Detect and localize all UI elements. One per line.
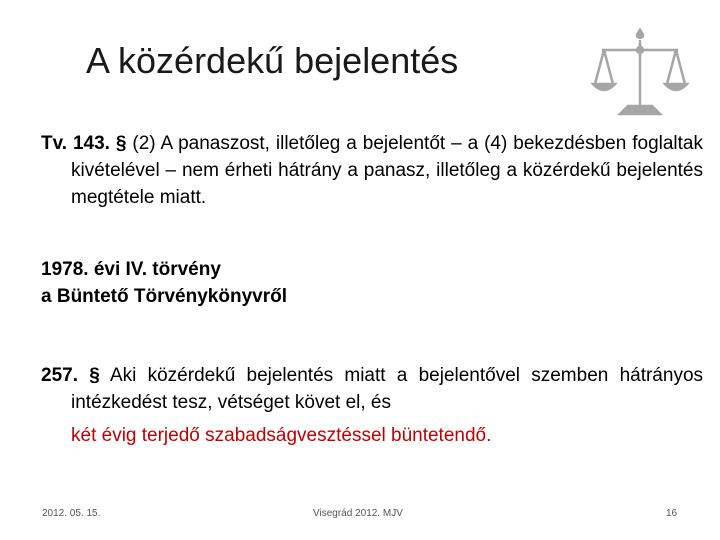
law-reference-line1: 1978. évi IV. törvény: [41, 259, 221, 280]
law-reference: [41, 256, 673, 310]
footer-date: 2012. 05. 15.: [42, 508, 101, 519]
penalty-text: két évig terjedő szabadságvesztéssel büntetendő.: [71, 425, 492, 446]
slide-title: A közérdekű bejelentés: [86, 40, 459, 81]
paragraph-tv143: [41, 130, 703, 211]
scales-of-justice-icon: [590, 26, 690, 120]
paragraph-257-text: Aki közérdekű bejelentés miatt a bejelentővel szemben hátrányos intézkedést tesz, vétséget követ el, és: [71, 365, 704, 413]
paragraph-tv143-lead: Tv. 143. §: [41, 133, 127, 154]
paragraph-tv143-text: (2) A panaszost, illetőleg a bejelentőt – a (4) bekezdésben foglaltak kivételével – nem érheti hátrány a panasz, illetőleg a közérdekű bejelentés megtétele miatt.: [71, 133, 703, 208]
footer-center: Visegrád 2012. MJV: [313, 508, 403, 519]
paragraph-257-lead: 257. §: [41, 365, 100, 386]
footer-page-number: 16: [666, 508, 678, 519]
paragraph-257: [41, 362, 703, 416]
law-reference-line2: a Büntető Törvénykönyvről: [41, 286, 287, 307]
